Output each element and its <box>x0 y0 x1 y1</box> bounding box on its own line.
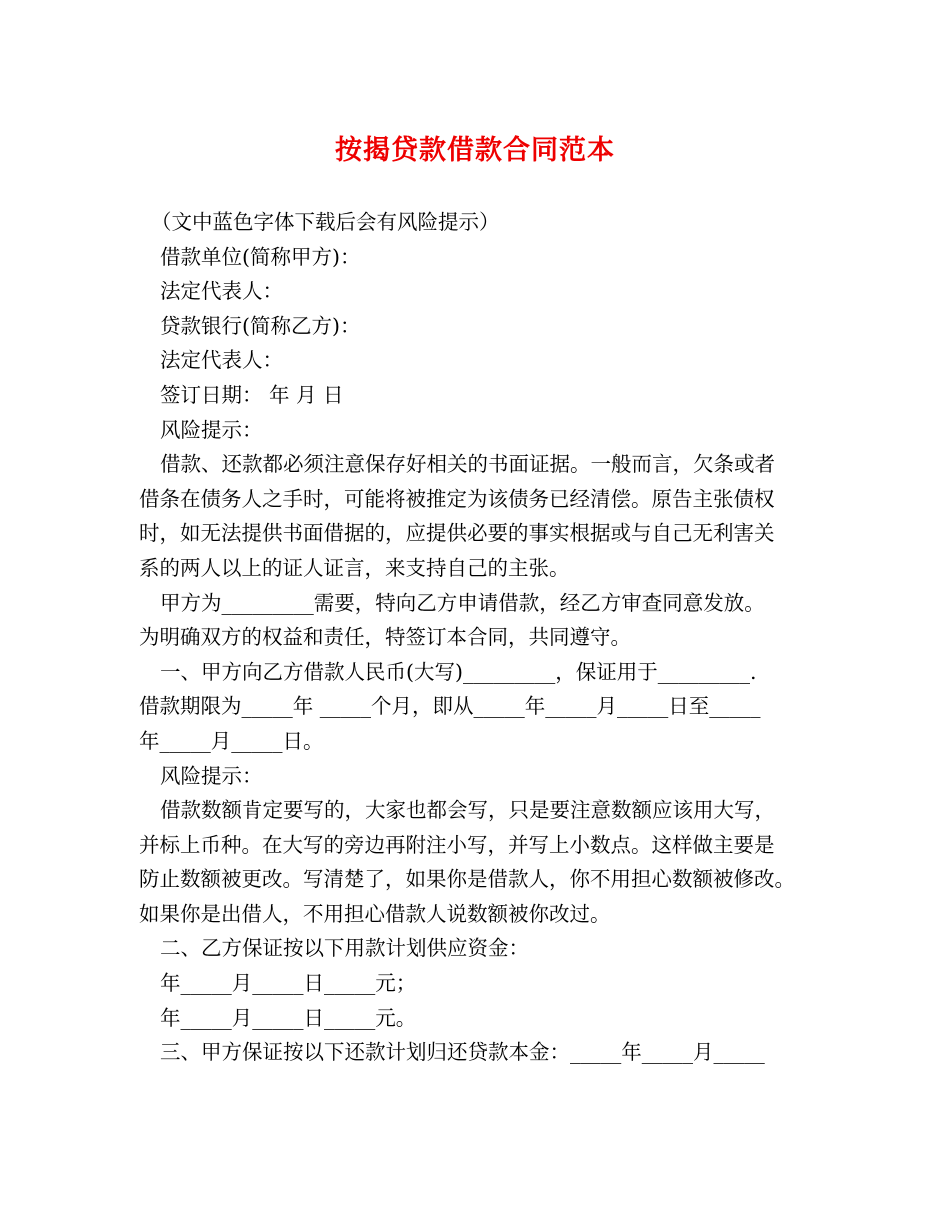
document-body <box>139 205 829 1070</box>
paragraph-line: 时，如无法提供书面借据的，应提供必要的事实根据或与自己无利害关 <box>139 521 775 546</box>
borrower-field: 借款单位(简称甲方)： <box>160 244 361 269</box>
clause-1-line: 年_____月_____日。 <box>139 728 324 753</box>
risk-heading: 风险提示： <box>160 763 263 788</box>
clause-2-line: 二、乙方保证按以下用款计划供应资金： <box>160 936 529 961</box>
clause-1-line: 借款期限为_____年 _____个月，即从_____年_____月_____日至_____ <box>139 694 761 719</box>
paragraph-line: 借款数额肯定要写的，大家也都会写，只是要注意数额应该用大写， <box>160 798 775 823</box>
clause-3-line: 三、甲方保证按以下还款计划归还贷款本金：_____年_____月_____ <box>160 1040 765 1065</box>
paragraph-line: 借条在债务人之手时，可能将被推定为该债务已经清偿。原告主张债权 <box>139 486 775 511</box>
paragraph-line: 系的两人以上的证人证言，来支持自己的主张。 <box>139 555 570 580</box>
document-title: 按揭贷款借款合同范本 <box>335 135 615 166</box>
paragraph-line: 防止数额被更改。写清楚了，如果你是借款人，你不用担心数额被修改。 <box>139 867 795 892</box>
paragraph-line: 甲方为_________需要，特向乙方申请借款，经乙方审查同意发放。 <box>160 590 765 615</box>
paragraph-line: 如果你是出借人，不用担心借款人说数额被你改过。 <box>139 901 611 926</box>
clause-1-line: 一、甲方向乙方借款人民币(大写)_________，保证用于_________. <box>160 659 757 684</box>
borrower-representative-field: 法定代表人： <box>160 279 283 304</box>
download-note: （文中蓝色字体下载后会有风险提示） <box>151 210 500 234</box>
funding-schedule-line: 年_____月_____日_____元。 <box>160 1005 417 1030</box>
paragraph-line: 借款、还款都必须注意保存好相关的书面证据。一般而言，欠条或者 <box>160 452 775 477</box>
lender-bank-field: 贷款银行(简称乙方)： <box>160 313 361 338</box>
risk-heading: 风险提示： <box>160 417 263 442</box>
paragraph-line: 为明确双方的权益和责任，特签订本合同，共同遵守。 <box>139 625 631 650</box>
signing-date-field: 签订日期： 年 月 日 <box>160 382 344 407</box>
funding-schedule-line: 年_____月_____日_____元； <box>160 971 417 996</box>
lender-representative-field: 法定代表人： <box>160 348 283 373</box>
paragraph-line: 并标上币种。在大写的旁边再附注小写，并写上小数点。这样做主要是 <box>139 832 775 857</box>
